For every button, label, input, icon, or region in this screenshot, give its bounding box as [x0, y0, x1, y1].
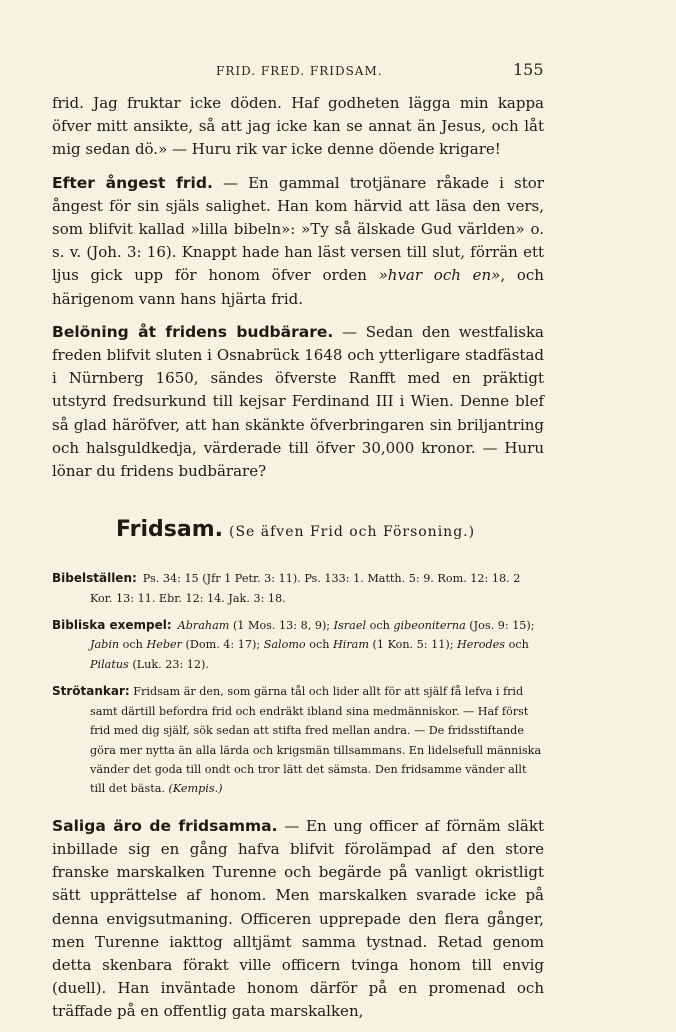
ref-text: Ps. 34: 15 (Jfr 1 Petr. 3: 11). Ps. 133: 1. Matth. 5: 9. Rom. 12: 18. 2 Kor. 13: 11. Ebr. 12: 14. Jak. 3: 18. — [90, 572, 521, 605]
paragraph-text: — En gammal trotjänare råkade i stor ångest för sin själs salighet. Han kom härvid att läsa den vers, som blifvit kallad »lilla bibeln»: »Ty så älskade Gud världen» o. s. v. (Joh. 3: 16). Knappt hade han läst versen till slut, förrän ett ljus gick upp för honom öfver orden — [52, 173, 544, 285]
bibliska-exempel-entry — [52, 616, 544, 674]
paragraph-text: , och härigenom vann hans hjärta frid. — [52, 266, 544, 308]
ref-text: och — [119, 638, 147, 652]
paragraph-heading: Saliga äro de fridsamma. — [52, 816, 278, 835]
name-gibeoniterna: gibeoniterna — [393, 619, 466, 633]
name-jabin: Jabin — [90, 638, 120, 652]
paragraph-heading: Belöning åt fridens budbärare. — [52, 322, 334, 341]
name-pilatus: Pilatus — [90, 657, 129, 671]
section-cross-reference: (Se äfven Frid och Försoning.) — [228, 524, 476, 541]
ref-text: (1 Mos. 13: 8, 9); — [229, 619, 334, 633]
strotankar-entry — [52, 682, 544, 798]
page-number: 155 — [513, 60, 544, 79]
ref-text: (Dom. 4: 17); — [181, 638, 264, 652]
paragraph-saliga — [52, 815, 544, 1024]
paragraph-heading: Efter ångest frid. — [52, 173, 213, 192]
name-hiram: Hiram — [333, 638, 369, 652]
ref-label: Strötankar: — [52, 684, 130, 699]
paragraph-efter-angest — [52, 172, 544, 311]
ref-text: Fridsam är den, som gärna tål och lider allt för att själf få lefva i frid samt därtill befordra frid och endräkt ibland sina medmänniskor. — Haf först frid med dig själf, sök sedan att stifta fred mellan andra. — De fridsstiftande göra mer nytta än alla lärda och krigsmän tillsammans. En lidelsefull människa vänder det goda till ondt och tror lätt det sämsta. Den fridsamme vänder allt till det bästa. — [90, 685, 542, 796]
ref-text: (Jos. 9: 15); — [465, 619, 535, 633]
name-abraham: Abraham — [177, 619, 230, 633]
page-header — [0, 60, 676, 82]
ref-text: och — [366, 619, 394, 633]
paragraph-text: frid. Jag fruktar icke döden. Haf godheten lägga min kappa öfver mitt ansikte, så att jag icke kan se annat än Jesus, och låt mig sedan dö.» — Huru rik var icke denne döende krigare! — [52, 94, 544, 159]
emphasis-text: »hvar och en» — [378, 266, 501, 285]
ref-text: och — [305, 638, 333, 652]
paragraph-frid-end — [52, 92, 544, 162]
section-heading — [52, 517, 544, 561]
ref-text: (Luk. 23: 12). — [128, 657, 209, 671]
ref-text: (1 Kon. 5: 11); — [368, 638, 458, 652]
page-body — [52, 92, 544, 1024]
ref-label: Bibliska exempel: — [52, 618, 172, 633]
name-israel: Israel — [333, 619, 367, 633]
paragraph-beloning — [52, 321, 544, 483]
name-herodes: Herodes — [457, 638, 506, 652]
paragraph-text: — En ung officer af förnäm släkt inbillade sig en gång hafva blifvit förolämpad af den store franske marskalken Turenne och begärde på vanligt okristligt sätt upprättelse af honom. Men marskalken svarade icke på denna envigsutmaning. Officeren upprepade den flera gånger, men Turenne iakttog alltjämt samma tystnad. Retad genom detta skenbara förakt ville officern tvinga honom till envig (duell). Han inväntade honom därför på en promenad och träffade på en offentlig gata marskalken, — [52, 816, 544, 1021]
name-heber: Heber — [146, 638, 182, 652]
ref-label: Bibelställen: — [52, 571, 137, 586]
ref-text: och — [505, 638, 529, 652]
quote-attribution: (Kempis.) — [168, 782, 223, 796]
paragraph-text: — Sedan den westfaliska freden blifvit sluten i Osnabrück 1648 och ytterligare stadfästad i Nürnberg 1650, sändes öfverste Ranfft med en präktigt utstyrd fredsurkund till kejsar Ferdinand III i Wien. Denne blef så glad häröfver, att han skänkte öfverbringaren sin briljantring och halsguldkedja, värderade till öfver 30,000 kronor. — Huru lönar du fridens budbärare? — [52, 322, 544, 481]
bibelstallen-entry — [52, 569, 544, 608]
section-title: Fridsam. — [116, 517, 223, 543]
name-salomo: Salomo — [263, 638, 306, 652]
running-title: FRID. FRED. FRIDSAM. — [216, 64, 383, 78]
